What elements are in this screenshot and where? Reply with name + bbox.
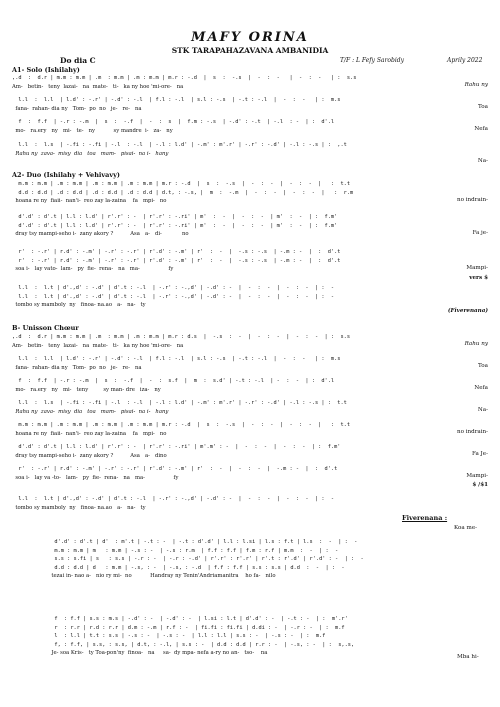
end-label: Fa Je- xyxy=(471,451,488,457)
end-label: Nefa xyxy=(474,126,488,132)
system-refrain-2 xyxy=(48,615,488,658)
notes-row: m.m : m.m | .m : m.m | .m : m.m | .m : m.m | m.r : -.d | s : -.s | - : - | - : - | : t.t xyxy=(12,422,351,428)
notes-row-lower: d.d : d.d | .d : d.d | .d : d.d | .d : d.d | d.t, : -.s, | m : -.m | - : - | - : - | : r.m xyxy=(12,189,354,196)
system-a1-1 xyxy=(12,74,488,91)
system-b-2 xyxy=(12,355,488,372)
credit: T/F : L Fefy Sarobidy xyxy=(340,57,404,64)
system-b-5 xyxy=(12,421,488,438)
lyrics-row: soa i- lay vato- lam- py fie- rena- na ma- fy xyxy=(12,266,174,272)
notes-row-lower: r' : -.r' | r.d' : -.m' | -.r' : -.r' | r'.d' : -.m' | r' : - | -.s : -.s | -.m : - | : d'.t xyxy=(12,257,341,264)
notes-row: l.l : l.t | d'.,d' : -.d' | d'.t : -.l | -.r' : -.,d' | -.d' : - | - : - | - : - | : - xyxy=(12,496,335,502)
system-b-4 xyxy=(12,399,488,416)
notes-row: r' : -.r' | r.d' : -.m' | -.r' : -.r' | r'.d' : -.m' | r' : - | -.s : -.s | -.m : - | : d'.t xyxy=(12,249,341,255)
lyrics-row: dray tsy mampi-seho i- zany akory ? Asa a- dino xyxy=(12,452,167,459)
vers-label: vers $ xyxy=(469,275,488,281)
lyrics-row: dray tsy mampi-seho i- zany akory ? Asa a- di- no xyxy=(12,231,189,237)
lyrics-row: hoana re ny fiaii- nan'i- reo zay la-zaina fa mpi- no xyxy=(12,198,167,204)
notes-row: l.l : l.l | l.d' : -.r' | -.d' : -.l | f.l : -.l | s.l : -.s | -.t : -.l | - : - | : m.s xyxy=(12,97,341,103)
section-a1-heading: A1- Solo (Ishilahy) xyxy=(12,66,80,74)
notes-row-upper: m.m : m.m | .m : m.m | .m : m.m | .m : m.m | m.r : -.d | s : -.s | - : - | - : - | : t.t xyxy=(12,181,351,187)
notes-row-alto: r : r.r | r.d : r.r | d.m : -.m | r.f : - | fi.fi : fi.fi | d.di : - | -.r : - | : m.f xyxy=(48,624,345,631)
lyrics-row: tezai in- nao a- nio ry mi- no Handray ny Tenin'Andriamanitra ho fa- nilo xyxy=(48,573,276,579)
notes-row: l.l : l.t | d'.,d' : -.d' | d'.t : -.l | -.r' : -.,d' | -.d' : - | - : - | - : - | : - xyxy=(12,285,335,291)
end-label: Toa xyxy=(478,104,488,110)
lyrics-row: Am- betin- teny lazai- na mate- ti- ka ny hoe 'mi-ore- na xyxy=(12,342,184,349)
section-a2-heading: A2- Duo (Ishilahy + Vehivavy) xyxy=(12,171,121,179)
notes-row-bass: f, : f.f, | s.s, : s.s, | d.t, : -.l, | s.s : - | d.d : d.d | r.r : - | -.s, : - | : s,.s, xyxy=(48,641,355,648)
notes-row: l.l : l.l | l.d' : -.r' | -.d' : -.l | f.l : -.l | s.l : -.s | -.t : -.l | - : - | : m.s xyxy=(12,356,341,362)
lyrics-row: Je- soa Kris- ty Toa-pon'ny finoa- na sa- dy mpa- nefa a-ry no an- tso- na xyxy=(48,650,268,656)
notes-row-tenor: l : l.l | t.t : s.s | -.s : - | -.s : - | l.l : l.l | s.s : - | -.s : - | : m.f xyxy=(48,633,326,639)
mba-hi-label: Mba hi- xyxy=(457,654,479,660)
system-a2-3 xyxy=(12,248,488,281)
lyrics-row: fana- rahan- dia ny Tom- po no je- re- na xyxy=(12,364,142,371)
song-subtitle: STK TARAPAHAZAVANA AMBANIDIA xyxy=(171,46,329,55)
notes-row-bass: d.d : d.d | d : m.m | -.s, : - | -.s, : -.d | f.f : f.f | s.s : s.s | d.d : - | : - xyxy=(48,564,345,571)
notes-row-soprano: f : f.f | s.s : m.s | -.d' : - | -.d' : - | l.si : l.t | d'.d' : - | -.t : - | : m'.r' xyxy=(48,616,348,622)
end-label: Na- xyxy=(477,407,488,413)
lyrics-row: Rahu ny zava- misy dia toa mam- pisai- na i- hany xyxy=(12,150,169,157)
lyrics-row: Rahu ny zava- misy dia toa mam- pisai- na i- hany xyxy=(12,408,169,415)
system-a2-1 xyxy=(12,180,488,206)
system-b-1 xyxy=(12,333,488,350)
end-label: Na- xyxy=(477,158,488,164)
system-a2-4 xyxy=(12,284,488,314)
key-signature: Do dia C xyxy=(60,56,96,65)
notes-row: l.l : l.s | -.fi : -.fi | -.l : -.l | -.l : l.d' | -.m' : m'.r' | -.r' : -.d' | -.l : -.s | : t.t xyxy=(12,400,347,406)
end-label: Nefa xyxy=(474,385,488,391)
system-a1-2 xyxy=(12,96,488,113)
system-b-8 xyxy=(12,495,488,512)
end-label: Rahu ny xyxy=(464,82,488,88)
end-label: no indrain- xyxy=(456,429,488,435)
end-label: no indrain- xyxy=(456,197,488,203)
end-label: Mampi- xyxy=(466,265,488,271)
notes-row: f : f.f | -.r : -.m | s : -.f | - : s.f | m : s.d' | -.t : -.l | - : - | : d'.l xyxy=(12,378,335,384)
lyrics-row: fana- rahan- dia ny Tom- po no je- re- na xyxy=(12,105,142,112)
end-label: Toa xyxy=(478,363,488,369)
lyrics-row: hoana re ny fiaii- nan'i- reo zay la-zaina fa mpi- no xyxy=(12,430,167,437)
koa-me-label: Koa me- xyxy=(454,525,478,531)
notes-row: f : f.f | -.r : -.m | s : -.f | - : s | f.m : -.s | -.d' : -.t | -.l : - | : d'.l xyxy=(12,119,335,125)
lyrics-row: mo- ra.ery ny mi- te- ny sy mandre i- za- ny xyxy=(12,127,173,134)
notes-row: ,.d : d.r | m.m : m.m | .m : m.m | .m : m.m | m.r : -.d | s : -.s | - : - | - : - | : s.s xyxy=(12,75,357,81)
fiverenana-heading: Fiverenana : xyxy=(402,514,448,522)
system-b-7 xyxy=(12,465,488,488)
notes-row: d'.d' : d'.t | l.l : l.d' | r'.r' : - | r'.r' : -.ri' | m' : - | - : - | m' : - | : f.m' xyxy=(12,214,338,220)
lyrics-row: tombo sy mamboly ny finoa- na.ao a- na- ty xyxy=(12,504,146,511)
section-b-heading: B- Unisson Chœur xyxy=(12,324,79,332)
notes-row-lower: l.l : l.t | d'.,d' : -.d' | d'.t : -.l | -.r' : -.,d' | -.d' : - | - : - | - : - | : - xyxy=(12,293,335,300)
lyrics-row: mo- ra.ery ny mi- teny sy man- dre iza- ny xyxy=(12,386,161,393)
fiverenana-label: (Fiverenana) xyxy=(447,308,488,314)
lyrics-row: soa i- lay va -to- lam- py fie- rena- na ma- fy xyxy=(12,474,179,481)
dollar-label: $ /$1 xyxy=(472,482,488,488)
notes-row: ,.d : d.r | m.m : m.m | .m : m.m | .m : m.m | m.r : d.s | -.s : - | - : - | - : - | : s.s xyxy=(12,334,351,340)
system-a1-3 xyxy=(12,118,488,135)
notes-row: d'.d' : d'.t | l.l : l.d' | r'.r' : - | r'.r' : -.ri' | m'.m' : - | - : - | - : - | : f.m' xyxy=(12,444,341,450)
song-title: MAFY ORINA xyxy=(191,30,309,45)
end-label: Rahu ny xyxy=(464,341,488,347)
end-label: Fa je- xyxy=(472,230,488,236)
system-b-6 xyxy=(12,443,488,460)
system-b-3 xyxy=(12,377,488,394)
notes-row: l.l : l.s | -.fi : -.fi | -.l : -.l | -.l : l.d' | -.m' : m'.r' | -.r' : -.d' | -.l : -.s | : ,.t xyxy=(12,142,347,148)
notes-row: r' : -.r' | r.d' : -.m' | -.r' : -.r' | r'.d' : -.m' | r' : - | - : - | -.m : - | : d'.t xyxy=(12,466,338,472)
end-label: Mampi- xyxy=(466,473,488,479)
system-a1-4 xyxy=(12,141,488,164)
notes-row-tenor: s.s : s.fi | s : s.s | -.r : - | -.r : -.d' | r'.r' : r'.r' | r'.t : r'.d' | r'.d' : - | : - xyxy=(48,556,364,562)
notes-row-soprano: d'.d' : d'.t | d' : m'.t | -.t : - | -.t : d'.d' | l.l : l.si | l.s : f.t | l.s : - | : - xyxy=(48,539,358,545)
lyrics-row: Am- betin- teny lazai- na mate- ti- ka ny hoe 'mi-ore- na xyxy=(12,83,248,90)
notes-row-lower: d'.d' : d'.t | l.l : l.d' | r'.r' : - | r'.r' : -.ri' | m' : - | - : - | m' : - | : f.m' xyxy=(12,222,338,229)
notes-row-alto: m.m : m.m | m : m.m | -.s : - | -.s : r.m | f.f : f.f | f.m : r.f | m.m : - | : - xyxy=(48,547,339,554)
date: Aprily 2022 xyxy=(447,57,483,64)
system-a2-2 xyxy=(12,213,488,239)
lyrics-row: tombo sy mamboly ny finoa- na.ao a- na- ty xyxy=(12,302,146,308)
system-refrain-1 xyxy=(48,538,488,581)
